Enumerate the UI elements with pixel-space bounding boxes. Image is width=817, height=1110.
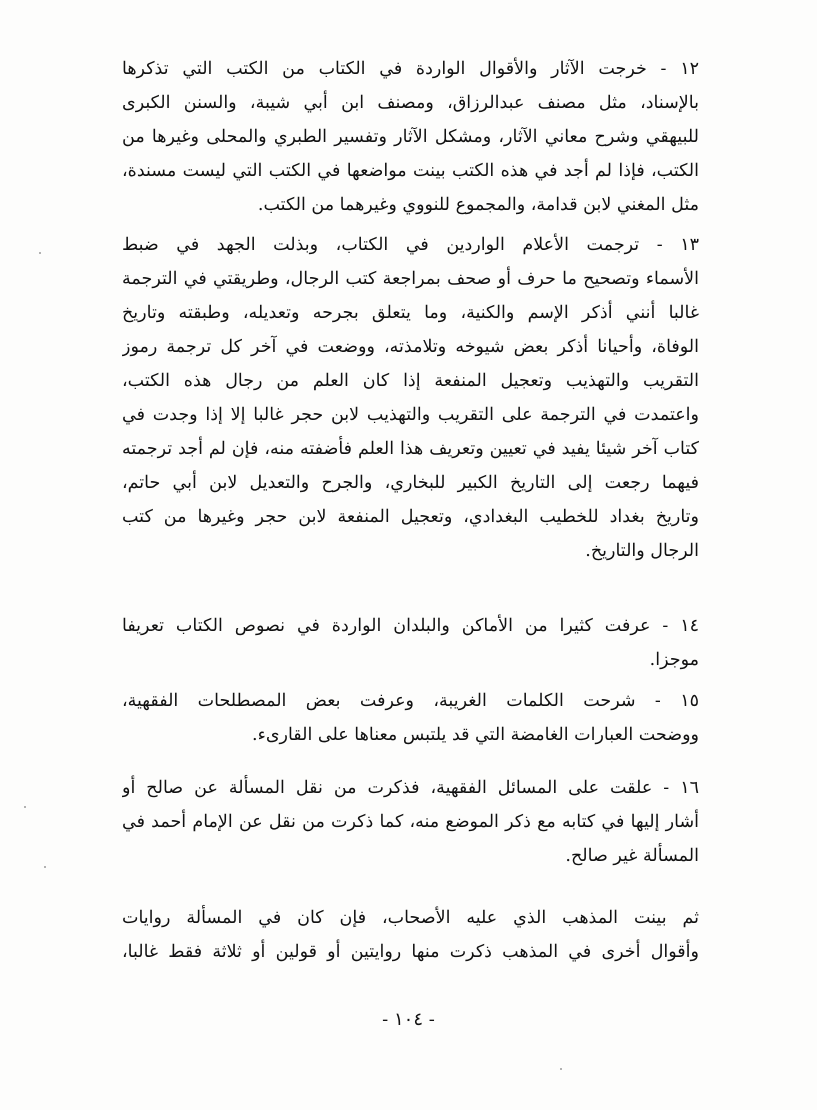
page-number: - ١٠٤ - [382, 1009, 435, 1030]
scan-speck [44, 866, 46, 868]
text-line: أشار إليها في كتابه مع ذكر الموضع منه، كما ذكرت من نقل عن الإمام أحمد في [122, 812, 699, 832]
text-line: كتاب آخر شيئا يفيد في تعيين وتعريف هذا العلم فأضفته منه، فإن لم أجد ترجمته [122, 439, 699, 459]
text-line: التقريب والتهذيب وتعجيل المنفعة إذا كان العلم من رجال هذه الكتب، [122, 371, 699, 391]
text-line: ١٣ - ترجمت الأعلام الواردين في الكتاب، وبذلت الجهد في ضبط [122, 235, 699, 255]
text-line: وأقوال أخرى في المذهب ذكرت منها روايتين أو قولين أو ثلاثة فقط غالبا، [122, 942, 699, 962]
text-line: ثم بينت المذهب الذي عليه الأصحاب، فإن كان في المسألة روايات [122, 908, 699, 928]
scan-speck [560, 1068, 562, 1070]
text-line: المسألة غير صالح. [565, 846, 699, 866]
text-line: ١٦ - علقت على المسائل الفقهية، فذكرت من نقل المسألة عن صالح أو [122, 778, 699, 798]
paragraph-15 [122, 684, 699, 752]
scan-speck [39, 252, 41, 254]
paragraph-16 [122, 771, 699, 873]
text-line: غالبا أنني أذكر الإسم والكنية، وما يتعلق بجرحه وتعديله، وطبقته وتاريخ [122, 303, 699, 323]
text-line: موجزا. [649, 650, 699, 670]
text-line: ١٥ - شرحت الكلمات الغريبة، وعرفت بعض المصطلحات الفقهية، [122, 691, 699, 711]
text-line: للبيهقي وشرح معاني الآثار، ومشكل الآثار وتفسير الطبري والمحلى وغيرها من [122, 127, 699, 147]
text-line: الرجال والتاريخ. [585, 541, 699, 561]
text-line: ١٤ - عرفت كثيرا من الأماكن والبلدان الواردة في نصوص الكتاب تعريفا [122, 616, 699, 636]
text-line: ١٢ - خرجت الآثار والأقوال الواردة في الكتاب من الكتب التي تذكرها [122, 59, 699, 79]
text-line: الوفاة، وأحيانا أذكر بعض شيوخه وتلامذته، ووضعت في آخر كل ترجمة رموز [122, 337, 699, 357]
scan-speck [24, 806, 26, 808]
paragraph-madhab [122, 901, 699, 969]
text-line: فيهما رجعت إلى التاريخ الكبير للبخاري، والجرح والتعديل لابن أبي حاتم، [122, 473, 699, 493]
text-line: مثل المغني لابن قدامة، والمجموع للنووي وغيرهما من الكتب. [257, 195, 699, 215]
text-line: الكتب، فإذا لم أجد في هذه الكتب بينت مواضعها في الكتب التي ليست مسندة، [122, 161, 699, 181]
text-line: الأسماء وتصحيح ما حرف أو صحف بمراجعة كتب الرجال، وطريقتي في الترجمة [122, 269, 699, 289]
paragraph-14 [122, 609, 699, 677]
text-line: وتاريخ بغداد للخطيب البغدادي، وتعجيل المنفعة لابن حجر وغيرها من كتب [122, 507, 699, 527]
text-line: واعتمدت في الترجمة على التقريب والتهذيب لابن حجر غالبا إلا إذا وجدت في [122, 405, 699, 425]
text-line: ووضحت العبارات الغامضة التي قد يلتبس معناها على القارىء. [252, 725, 699, 745]
paragraph-12 [122, 52, 699, 222]
text-line: بالإسناد، مثل مصنف عبدالرزاق، ومصنف ابن أبي شيبة، والسنن الكبرى [122, 93, 699, 113]
paragraph-13 [122, 228, 699, 568]
